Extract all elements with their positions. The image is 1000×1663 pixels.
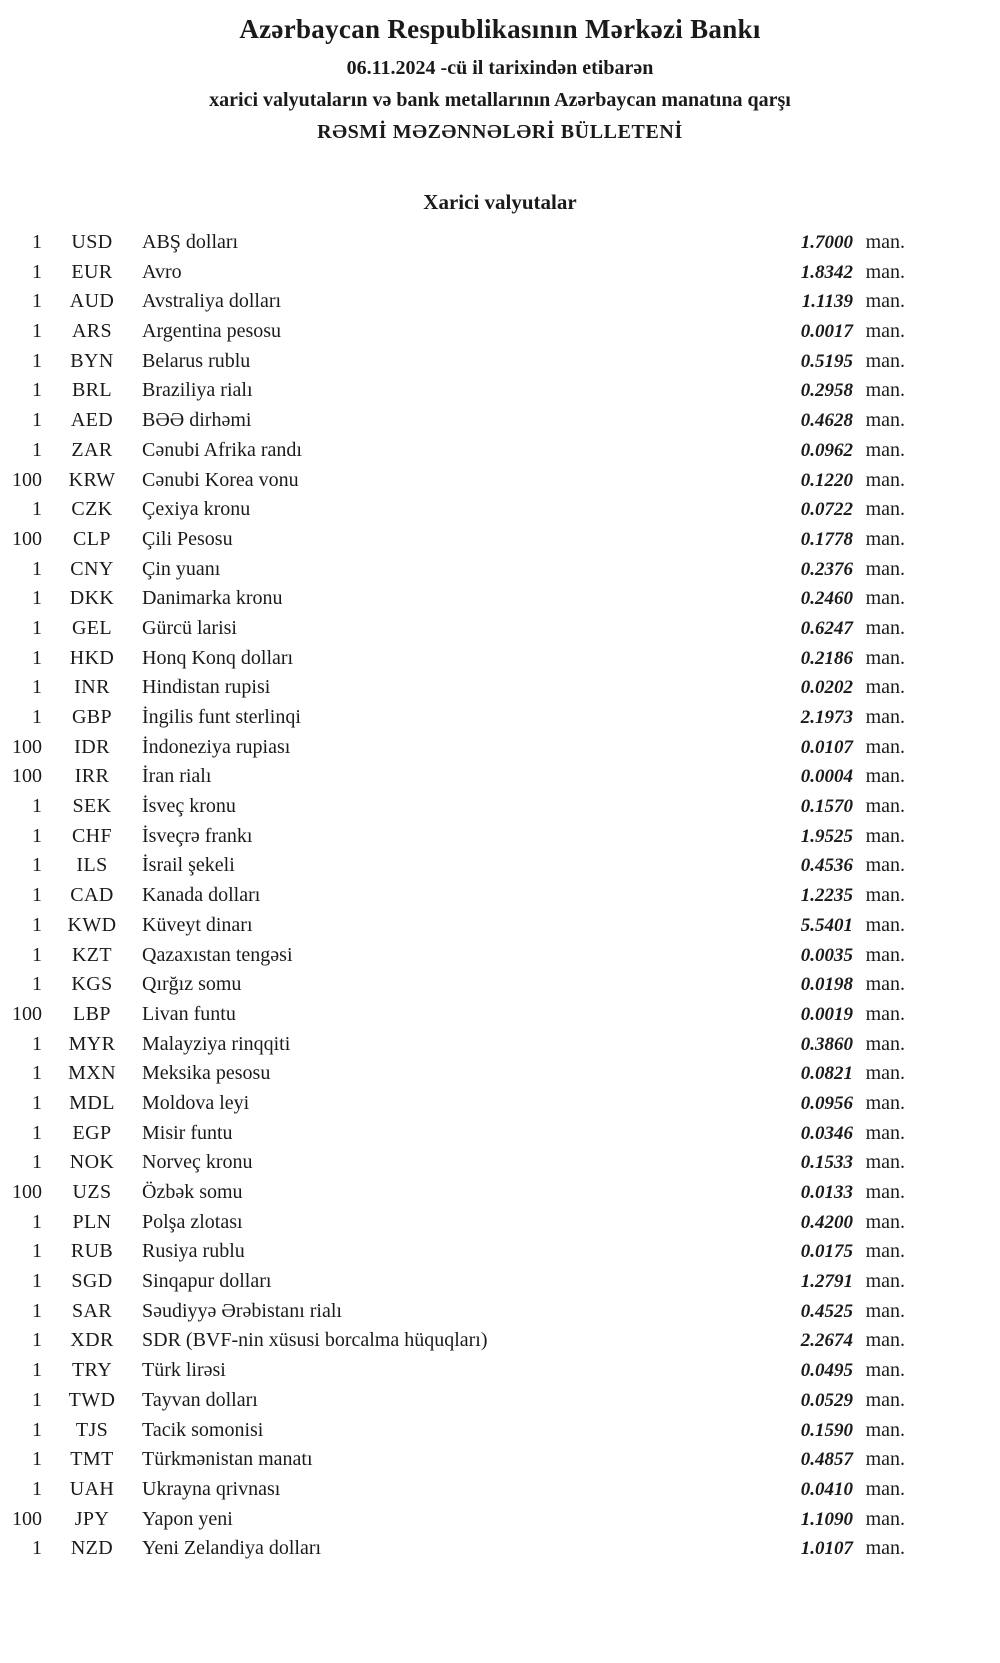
rate-row: [0, 1089, 1000, 1119]
rate-row: [0, 1445, 1000, 1475]
rate-quantity: 100: [12, 1507, 42, 1530]
rate-value: 0.2958: [800, 380, 853, 402]
rate-unit-label: man.: [865, 854, 905, 877]
currency-name: Türk lirəsi: [142, 1359, 226, 1382]
rate-row: [0, 1267, 1000, 1297]
currency-name: Livan funtu: [142, 1002, 236, 1025]
rate-quantity: 1: [32, 557, 42, 580]
rate-value: 0.0107: [800, 736, 853, 758]
currency-name: Rusiya rublu: [142, 1240, 245, 1263]
rate-unit-label: man.: [865, 1270, 905, 1293]
rate-unit-label: man.: [865, 1448, 905, 1471]
currency-code: TWD: [68, 1388, 116, 1411]
currency-code: CLP: [73, 527, 111, 550]
rate-unit-label: man.: [865, 349, 905, 372]
currency-name: Qazaxıstan tengəsi: [142, 943, 293, 966]
rate-value: 0.0017: [800, 321, 853, 343]
currency-name: İsrail şekeli: [142, 854, 235, 877]
rate-row: [0, 495, 1000, 525]
currency-name: Çin yuanı: [142, 557, 221, 580]
rate-value: 0.0962: [800, 439, 853, 461]
rate-quantity: 1: [32, 320, 42, 343]
currency-name: Gürcü larisi: [142, 616, 237, 639]
rate-unit-label: man.: [865, 1062, 905, 1085]
rate-quantity: 1: [32, 587, 42, 610]
rate-row: [0, 1030, 1000, 1060]
currency-code: BYN: [70, 349, 114, 372]
currency-code: NZD: [70, 1537, 114, 1560]
currency-name: Polşa zlotası: [142, 1210, 243, 1233]
rate-row: [0, 1178, 1000, 1208]
currency-code: GBP: [71, 706, 113, 728]
rate-quantity: 1: [32, 1032, 42, 1055]
currency-code: AUD: [69, 290, 115, 313]
rate-quantity: 100: [12, 735, 42, 758]
currency-name: İsveçrə frankı: [142, 824, 253, 847]
currency-name: Norveç kronu: [142, 1151, 253, 1174]
section-title-foreign-currencies: Xarici valyutalar: [423, 190, 577, 214]
effective-date-line: 06.11.2024 -cü il tarixindən etibarən: [346, 57, 654, 79]
currency-name: Misir funtu: [142, 1121, 233, 1144]
rate-unit-label: man.: [865, 1477, 905, 1500]
currency-name: Çexiya kronu: [142, 498, 251, 521]
rate-quantity: 100: [12, 1002, 42, 1025]
rate-value: 1.1090: [800, 1508, 853, 1530]
currency-name: Özbək somu: [142, 1181, 243, 1203]
currency-code: HKD: [69, 646, 115, 669]
rate-value: 0.0035: [800, 944, 853, 966]
bank-title: Azərbaycan Respublikasının Mərkəzi Bankı: [239, 14, 761, 44]
currency-code: PLN: [72, 1210, 112, 1233]
rate-row: [0, 673, 1000, 703]
currency-code: SGD: [71, 1270, 113, 1293]
rate-value: 0.0019: [800, 1003, 853, 1025]
currency-code: TMT: [70, 1448, 114, 1471]
rate-unit-label: man.: [865, 1151, 905, 1174]
currency-name: SDR (BVF-nin xüsusi borcalma hüquqları): [142, 1329, 488, 1352]
rate-unit-label: man.: [865, 706, 905, 728]
rate-unit-label: man.: [865, 646, 905, 669]
rate-row: [0, 1386, 1000, 1416]
rate-unit-label: man.: [865, 1032, 905, 1055]
rate-unit-label: man.: [865, 1002, 905, 1025]
currency-name: Braziliya rialı: [142, 379, 253, 402]
rate-value: 0.0529: [800, 1389, 853, 1411]
rate-value: 0.0821: [800, 1063, 853, 1085]
rates-list: [0, 228, 1000, 1564]
currency-name: Hindistan rupisi: [142, 676, 271, 699]
rate-quantity: 1: [32, 1388, 42, 1411]
rate-unit-label: man.: [865, 1537, 905, 1560]
rate-unit-label: man.: [865, 468, 905, 491]
rate-row: [0, 762, 1000, 792]
rate-quantity: 1: [32, 854, 42, 877]
rate-row: [0, 1000, 1000, 1030]
rate-quantity: 1: [32, 1062, 42, 1085]
rate-row: [0, 1475, 1000, 1505]
rate-value: 0.4857: [800, 1449, 853, 1471]
currency-code: CNY: [70, 557, 114, 580]
rate-value: 0.6247: [800, 617, 853, 639]
rate-row: [0, 970, 1000, 1000]
rate-value: 2.1973: [800, 707, 853, 728]
rate-quantity: 1: [32, 943, 42, 966]
rate-value: 0.0198: [800, 974, 853, 996]
rate-value: 0.0004: [800, 766, 853, 788]
currency-code: NOK: [69, 1151, 115, 1174]
currency-name: İsveç kronu: [142, 795, 236, 818]
currency-code: JPY: [74, 1507, 110, 1530]
currency-name: Çili Pesosu: [142, 527, 233, 550]
rate-value: 0.3860: [800, 1033, 853, 1055]
currency-code: USD: [71, 231, 113, 253]
rate-value: 1.9525: [800, 825, 853, 847]
rate-row: [0, 851, 1000, 881]
rate-value: 0.2376: [800, 558, 853, 580]
currency-name: Cənubi Korea vonu: [142, 468, 299, 491]
rate-unit-label: man.: [865, 884, 905, 907]
rate-quantity: 1: [32, 1299, 42, 1322]
currency-name: Sinqapur dolları: [142, 1270, 272, 1293]
currency-code: MYR: [68, 1032, 116, 1055]
rate-unit-label: man.: [865, 260, 905, 283]
currency-name: Avstraliya dolları: [142, 290, 282, 313]
rate-quantity: 1: [32, 498, 42, 521]
rate-row: [0, 1208, 1000, 1238]
rate-row: [0, 1148, 1000, 1178]
bulletin-header: [0, 14, 1000, 144]
rate-quantity: 1: [32, 706, 42, 728]
rate-value: 0.0175: [800, 1241, 853, 1263]
rate-row: [0, 317, 1000, 347]
currency-name: İndoneziya rupiası: [142, 735, 291, 758]
rate-value: 0.0722: [800, 499, 853, 521]
rate-value: 1.1139: [801, 291, 853, 313]
currency-code: SAR: [71, 1299, 113, 1322]
rate-unit-label: man.: [865, 1388, 905, 1411]
currency-name: Türkmənistan manatı: [142, 1448, 313, 1471]
rate-row: [0, 822, 1000, 852]
rate-row: [0, 881, 1000, 911]
currency-name: Danimarka kronu: [142, 587, 283, 610]
rate-quantity: 1: [32, 349, 42, 372]
currency-code: UZS: [72, 1181, 112, 1203]
rate-quantity: 1: [32, 795, 42, 818]
currency-name: Ukrayna qrivnası: [142, 1477, 281, 1500]
currency-name: Avro: [142, 260, 182, 283]
rate-value: 0.5195: [800, 350, 853, 372]
rate-quantity: 1: [32, 1329, 42, 1352]
currency-name: Kanada dolları: [142, 884, 261, 907]
currency-name: Argentina pesosu: [142, 320, 282, 343]
currency-code: KGS: [71, 973, 113, 996]
currency-name: İran rialı: [142, 765, 212, 788]
rate-quantity: 1: [32, 676, 42, 699]
rate-unit-label: man.: [865, 527, 905, 550]
rate-unit-label: man.: [865, 1299, 905, 1322]
rate-value: 0.4628: [800, 410, 853, 432]
rate-quantity: 1: [32, 379, 42, 402]
rate-value: 0.1570: [800, 796, 853, 818]
rate-value: 1.2791: [800, 1271, 853, 1293]
rate-row: [0, 525, 1000, 555]
rate-value: 0.4200: [800, 1211, 853, 1233]
rate-row: [0, 228, 1000, 258]
currency-code: SEK: [72, 795, 112, 818]
rate-unit-label: man.: [865, 231, 905, 253]
currency-code: IRR: [74, 765, 110, 788]
rate-value: 1.2235: [800, 885, 853, 907]
currency-name: Qırğız somu: [142, 973, 242, 996]
currency-code: EUR: [71, 260, 113, 283]
rate-unit-label: man.: [865, 735, 905, 758]
rate-row: [0, 555, 1000, 585]
rate-row: [0, 703, 1000, 733]
rate-quantity: 1: [32, 1240, 42, 1263]
rate-unit-label: man.: [865, 1181, 905, 1203]
currency-code: AED: [70, 409, 114, 432]
rate-unit-label: man.: [865, 616, 905, 639]
rate-row: [0, 406, 1000, 436]
rate-unit-label: man.: [865, 913, 905, 936]
rate-row: [0, 436, 1000, 466]
currency-name: Honq Konq dolları: [142, 646, 294, 669]
rate-unit-label: man.: [865, 1359, 905, 1382]
rate-quantity: 1: [32, 1448, 42, 1471]
rate-value: 0.1590: [800, 1419, 853, 1441]
rate-quantity: 1: [32, 409, 42, 432]
rate-value: 1.0107: [800, 1538, 853, 1560]
currency-code: ILS: [76, 854, 108, 877]
subject-line: xarici valyutaların və bank metallarının Azərbaycan manatına qarşı: [209, 89, 791, 111]
rate-quantity: 1: [32, 1091, 42, 1114]
rate-unit-label: man.: [865, 1507, 905, 1530]
rate-value: 0.0495: [800, 1360, 853, 1382]
currency-name: Səudiyyə Ərəbistanı rialı: [142, 1299, 342, 1322]
rate-unit-label: man.: [865, 320, 905, 343]
currency-code: CZK: [71, 498, 113, 521]
rate-unit-label: man.: [865, 943, 905, 966]
rate-row: [0, 258, 1000, 288]
rate-unit-label: man.: [865, 765, 905, 788]
currency-name: Yapon yeni: [142, 1507, 233, 1530]
currency-code: KWD: [67, 913, 117, 936]
rate-quantity: 1: [32, 1418, 42, 1441]
rate-quantity: 100: [12, 1181, 42, 1203]
currency-name: İngilis funt sterlinqi: [142, 706, 301, 728]
currency-code: GEL: [71, 616, 113, 639]
rate-quantity: 1: [32, 438, 42, 461]
currency-name: Yeni Zelandiya dolları: [142, 1537, 322, 1560]
rate-row: [0, 287, 1000, 317]
currency-code: BRL: [71, 379, 113, 402]
currency-name: BƏƏ dirhəmi: [142, 409, 252, 432]
currency-code: CHF: [71, 824, 113, 847]
rate-unit-label: man.: [865, 409, 905, 432]
rate-unit-label: man.: [865, 290, 905, 313]
rate-value: 0.1533: [800, 1152, 853, 1174]
rate-row: [0, 1505, 1000, 1535]
rate-value: 2.2674: [800, 1330, 853, 1352]
rate-quantity: 1: [32, 884, 42, 907]
rate-value: 0.0202: [800, 677, 853, 699]
rate-quantity: 1: [32, 1210, 42, 1233]
rate-unit-label: man.: [865, 1418, 905, 1441]
rate-row: [0, 1059, 1000, 1089]
rate-row: [0, 1297, 1000, 1327]
rate-value: 0.2186: [800, 647, 853, 669]
rate-value: 0.0346: [800, 1122, 853, 1144]
rate-value: 0.0133: [800, 1182, 853, 1203]
rate-unit-label: man.: [865, 973, 905, 996]
rate-unit-label: man.: [865, 676, 905, 699]
rate-quantity: 1: [32, 1270, 42, 1293]
rate-quantity: 1: [32, 1121, 42, 1144]
currency-name: Tayvan dolları: [142, 1388, 258, 1411]
currency-code: MXN: [68, 1062, 116, 1085]
currency-code: TJS: [75, 1418, 109, 1441]
rate-unit-label: man.: [865, 1121, 905, 1144]
rate-unit-label: man.: [865, 587, 905, 610]
rate-value: 0.4525: [800, 1300, 853, 1322]
rate-unit-label: man.: [865, 557, 905, 580]
currency-code: ZAR: [71, 438, 113, 461]
rate-quantity: 1: [32, 260, 42, 283]
currency-code: RUB: [70, 1240, 114, 1263]
rate-row: [0, 733, 1000, 763]
currency-name: Meksika pesosu: [142, 1062, 271, 1085]
currency-code: KZT: [71, 943, 113, 966]
currency-code: EGP: [72, 1121, 112, 1144]
rate-value: 0.1778: [800, 528, 853, 550]
rate-row: [0, 1534, 1000, 1564]
rate-value: 1.8342: [800, 261, 853, 283]
rate-quantity: 1: [32, 1477, 42, 1500]
rate-unit-label: man.: [865, 498, 905, 521]
currency-name: Malayziya rinqqiti: [142, 1032, 291, 1055]
rate-unit-label: man.: [865, 1329, 905, 1352]
rate-quantity: 100: [12, 468, 42, 491]
rate-row: [0, 614, 1000, 644]
currency-name: Küveyt dinarı: [142, 913, 253, 936]
rate-quantity: 1: [32, 1151, 42, 1174]
rate-quantity: 1: [32, 973, 42, 996]
rate-row: [0, 644, 1000, 674]
rate-value: 0.4536: [800, 855, 853, 877]
rate-row: [0, 376, 1000, 406]
currency-code: MDL: [69, 1091, 115, 1114]
rate-value: 0.0956: [800, 1092, 853, 1114]
rate-quantity: 1: [32, 1537, 42, 1560]
rate-quantity: 100: [12, 765, 42, 788]
rate-unit-label: man.: [865, 438, 905, 461]
rate-row: [0, 911, 1000, 941]
rate-quantity: 1: [32, 646, 42, 669]
rate-row: [0, 466, 1000, 496]
rate-quantity: 1: [32, 290, 42, 313]
rate-unit-label: man.: [865, 1240, 905, 1263]
rate-unit-label: man.: [865, 824, 905, 847]
rate-quantity: 1: [32, 913, 42, 936]
currency-code: KRW: [68, 468, 116, 491]
rate-value: 0.2460: [800, 588, 853, 610]
rate-unit-label: man.: [865, 795, 905, 818]
rate-value: 0.0410: [800, 1478, 853, 1500]
rate-row: [0, 584, 1000, 614]
rate-quantity: 1: [32, 616, 42, 639]
rate-quantity: 1: [32, 824, 42, 847]
rate-value: 1.7000: [800, 232, 853, 253]
currency-code: TRY: [71, 1359, 113, 1382]
bulletin-title-line: RƏSMİ MƏZƏNNƏLƏRİ BÜLLETENİ: [317, 121, 683, 143]
rate-row: [0, 347, 1000, 377]
currency-code: XDR: [70, 1329, 114, 1352]
rate-row: [0, 792, 1000, 822]
rate-row: [0, 1356, 1000, 1386]
rate-row: [0, 1326, 1000, 1356]
rate-row: [0, 1237, 1000, 1267]
currency-code: CAD: [70, 884, 114, 907]
rate-row: [0, 1119, 1000, 1149]
currency-code: ARS: [71, 320, 113, 343]
rate-value: 5.5401: [800, 914, 853, 936]
rate-unit-label: man.: [865, 379, 905, 402]
currency-code: LBP: [73, 1002, 111, 1025]
currency-name: Belarus rublu: [142, 349, 251, 372]
rate-unit-label: man.: [865, 1210, 905, 1233]
currency-code: IDR: [74, 735, 110, 758]
rate-quantity: 1: [32, 1359, 42, 1382]
rate-row: [0, 1416, 1000, 1446]
currency-name: ABŞ dolları: [142, 231, 239, 253]
rate-row: [0, 941, 1000, 971]
currency-code: DKK: [69, 587, 115, 610]
rate-quantity: 100: [12, 527, 42, 550]
currency-code: INR: [74, 676, 110, 699]
rate-unit-label: man.: [865, 1091, 905, 1114]
rate-quantity: 1: [32, 231, 42, 253]
currency-name: Cənubi Afrika randı: [142, 438, 302, 461]
currency-name: Tacik somonisi: [142, 1418, 264, 1441]
rate-value: 0.1220: [800, 469, 853, 491]
currency-code: UAH: [69, 1477, 115, 1500]
currency-name: Moldova leyi: [142, 1091, 250, 1114]
